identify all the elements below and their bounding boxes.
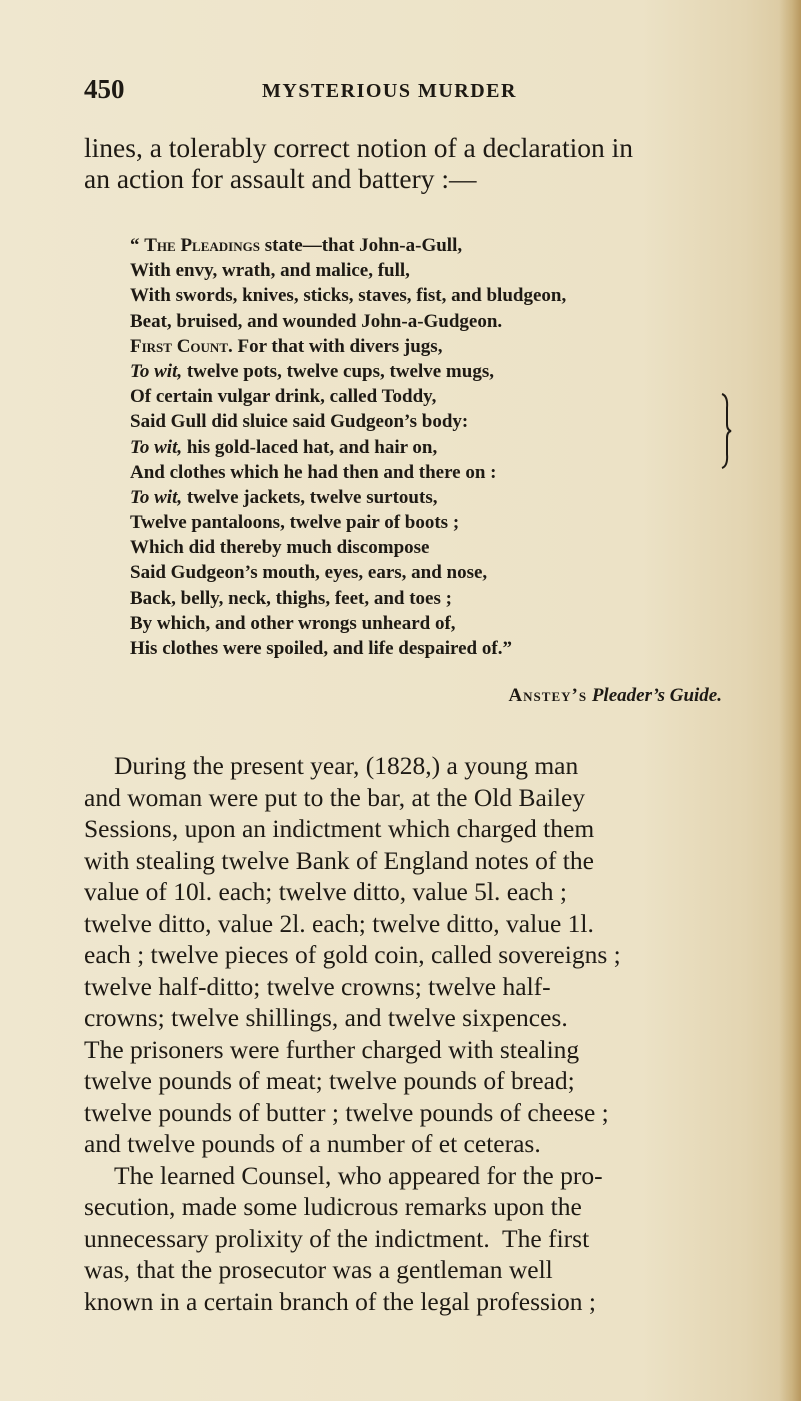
poem-quotation [130, 233, 730, 661]
poem-line-text: his gold-laced hat, and hair on, [182, 436, 438, 458]
body-line: Sessions, upon an indictment which charged them [84, 814, 595, 843]
first-count-label: First Count. [130, 335, 233, 357]
poem-line [130, 334, 730, 359]
poem-line-text: twelve pots, twelve cups, twelve mugs, [182, 360, 494, 382]
running-title: MYSTERIOUS MURDER [262, 80, 517, 102]
poem-line: Back, belly, neck, thighs, feet, and toes ; [130, 587, 452, 609]
poem-line: Beat, bruised, and wounded John-a-Gudgeon. [130, 310, 503, 332]
poem-line [130, 359, 730, 384]
opening-quote: “ [130, 235, 145, 256]
body-line: crowns; twelve shillings, and twelve sixpences. [84, 1003, 568, 1032]
body-line: twelve pounds of butter ; twelve pounds of cheese ; [84, 1097, 609, 1127]
to-wit: To wit, [130, 486, 183, 508]
poem-line: And clothes which he had then and there on : [130, 461, 497, 483]
poem-line: His clothes were spoiled, and life despaired of.” [130, 638, 512, 659]
poem-line: Which did thereby much discompose [130, 537, 430, 559]
intro-paragraph [84, 132, 724, 194]
body-line: and woman were put to the bar, at the Old Bailey [84, 782, 586, 812]
intro-line: an action for assault and battery :— [84, 163, 477, 194]
poem-line: Said Gull did sluice said Gudgeon’s body: [130, 411, 469, 433]
pleadings-word: The Pleadings [144, 235, 260, 256]
body-line: secution, made some ludicrous remarks upon the [84, 1192, 582, 1221]
poem-line-text: For that with divers jugs, [232, 335, 443, 357]
attribution-work: Pleader’s Guide. [591, 685, 722, 706]
body-paragraph [84, 750, 724, 1317]
poem-line: With swords, knives, sticks, staves, fist, and bludgeon, [130, 285, 567, 307]
page-edge-shadow [779, 0, 801, 1401]
poem-line-text: state—that John-a-Gull, [259, 235, 463, 256]
body-line: The learned Counsel, who appeared for the pro- [114, 1160, 603, 1190]
body-line: twelve pounds of meat; twelve pounds of bread; [84, 1066, 575, 1095]
body-line: with stealing twelve Bank of England notes of the [84, 845, 594, 875]
poem-line: Of certain vulgar drink, called Toddy, [130, 386, 437, 408]
poem-line: With envy, wrath, and malice, full, [130, 260, 410, 282]
page-number: 450 [84, 74, 125, 104]
body-line: The prisoners were further charged with stealing [84, 1034, 580, 1064]
body-line: During the present year, (1828,) a young man [114, 751, 579, 780]
poem-line [130, 485, 730, 510]
poem-line: Said Gudgeon’s mouth, eyes, ears, and nose, [130, 562, 488, 584]
body-line: unnecessary prolixity of the indictment. The first [84, 1223, 590, 1253]
to-wit: To wit, [130, 360, 183, 382]
attribution-author: Anstey’s [508, 685, 588, 706]
to-wit: To wit, [130, 436, 183, 458]
page-header [84, 74, 724, 108]
triplet-brace-icon [720, 392, 732, 470]
poem-line: Twelve pantaloons, twelve pair of boots ; [130, 512, 460, 534]
body-line: known in a certain branch of the legal profession ; [84, 1286, 596, 1316]
body-line: value of 10l. each; twelve ditto, value 5l. each ; [84, 877, 567, 906]
poem-line [130, 233, 730, 258]
poem-line [130, 435, 730, 460]
body-line: was, that the prosecutor was a gentleman well [84, 1255, 553, 1284]
body-line: twelve ditto, value 2l. each; twelve ditto, value 1l. [84, 908, 594, 938]
poem-line: By which, and other wrongs unheard of, [130, 612, 456, 634]
body-line: each ; twelve pieces of gold coin, called sovereigns ; [84, 940, 621, 969]
body-line: and twelve pounds of a number of et ceteras. [84, 1129, 541, 1158]
attribution [130, 685, 722, 707]
intro-line: lines, a tolerably correct notion of a declaration in [84, 132, 634, 163]
body-line: twelve half-ditto; twelve crowns; twelve half- [84, 971, 551, 1001]
poem-line-text: twelve jackets, twelve surtouts, [182, 486, 438, 508]
